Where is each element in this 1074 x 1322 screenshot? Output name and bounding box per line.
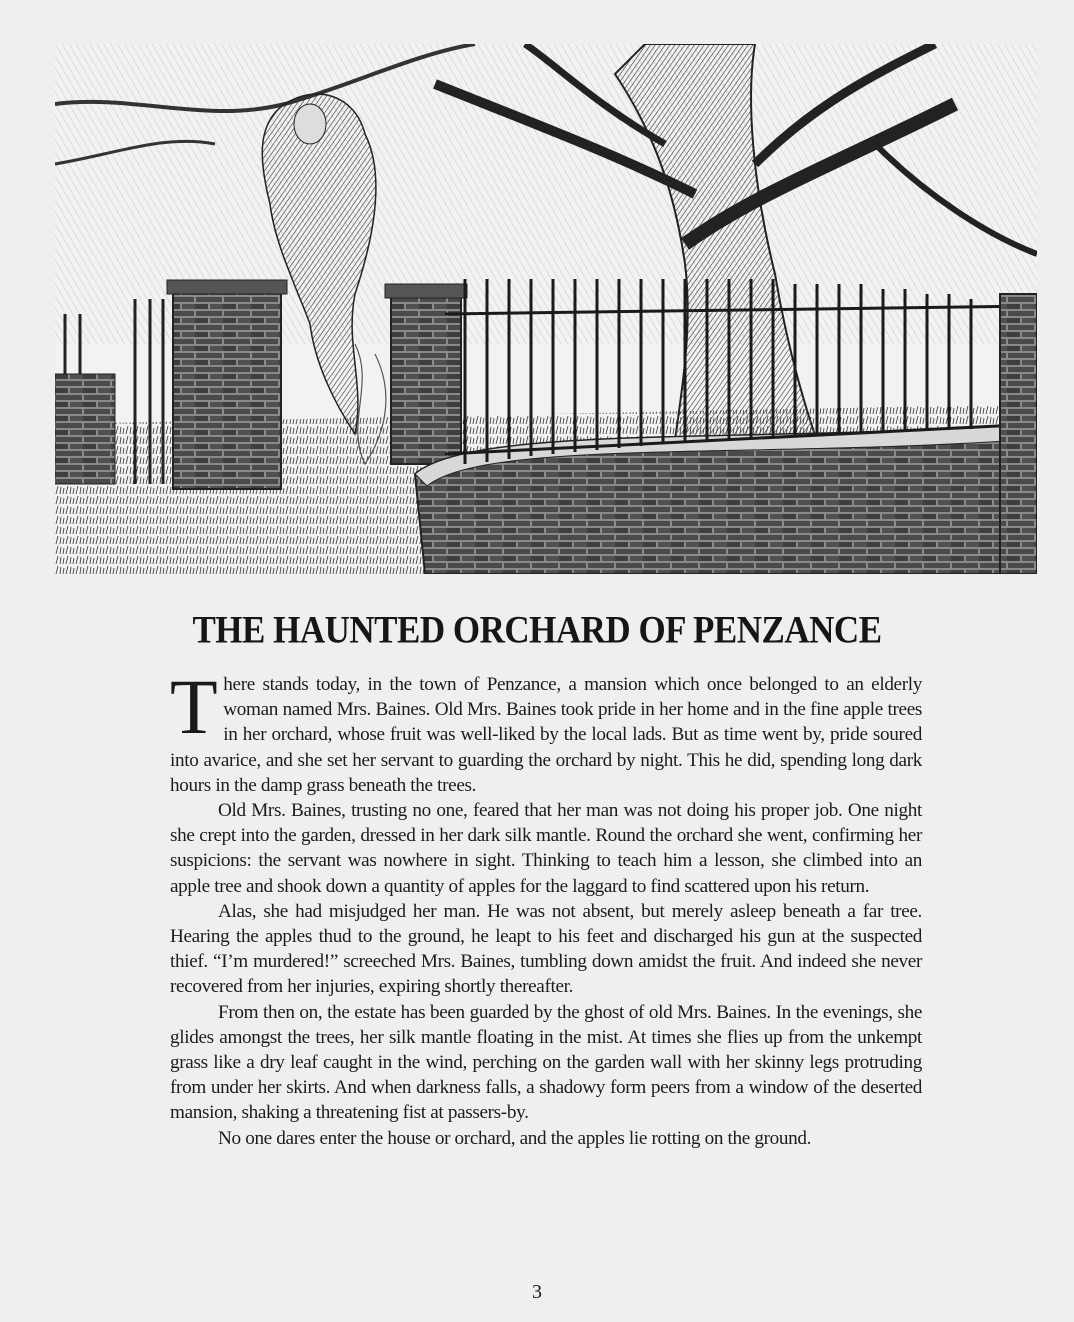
paragraph-1 xyxy=(170,663,922,798)
drop-cap: T xyxy=(170,663,218,750)
article-title: THE HAUNTED ORCHARD OF PENZANCE xyxy=(192,607,882,652)
story-body xyxy=(170,663,922,1151)
paragraph-2: Old Mrs. Baines, trusting no one, feared that her man was not doing his proper job. One night she crept into the garden, dressed in her dark silk mantle. Round the orchard she went, confirming her suspicions: the servant was nowhere in sight. Thinking to teach him a lesson, she climbed into an apple tree and shook down a quantity of apples for the laggard to find scattered upon his return. xyxy=(170,800,922,897)
paragraph-4: From then on, the estate has been guarded by the ghost of old Mrs. Baines. In the evenings, she glides amongst the trees, her silk mantle floating in the mist. At times she flies up from the unkempt grass like a dry leaf caught in the wind, perching on the garden wall with her skinny legs protruding from under her skirts. And when darkness falls, a shadowy form peers from a window of the deserted mansion, shaking a threatening fist at passers-by. xyxy=(170,1001,922,1124)
illustration-drawing xyxy=(55,44,1037,574)
paragraph-5: No one dares enter the house or orchard, and the apples lie rotting on the ground. xyxy=(218,1127,812,1149)
paragraph-3: Alas, she had misjudged her man. He was not absent, but merely asleep beneath a far tree. Hearing the apples thud to the ground, he leapt to his feet and discharged his gun at the suspected thief. “I’m murdered!” screeched Mrs. Baines, tumbling down amidst the fruit. And indeed she never recovered from her injuries, expiring shortly thereafter. xyxy=(170,900,922,998)
paragraph-1-text: here stands today, in the town of Penzance, a mansion which once belonged to an elderly woman named Mrs. Baines. Old Mrs. Baines took pride in her home and in the fine apple trees in her orchard, whose fruit was well-liked by the local lads. But as time went by, pride soured into avarice, and she set her servant to guarding the orchard by night. This he did, spending long dark hours in the damp grass beneath the trees. xyxy=(170,674,922,796)
illustration-haunted-orchard xyxy=(55,44,1037,574)
page-number: 3 xyxy=(532,1281,542,1303)
